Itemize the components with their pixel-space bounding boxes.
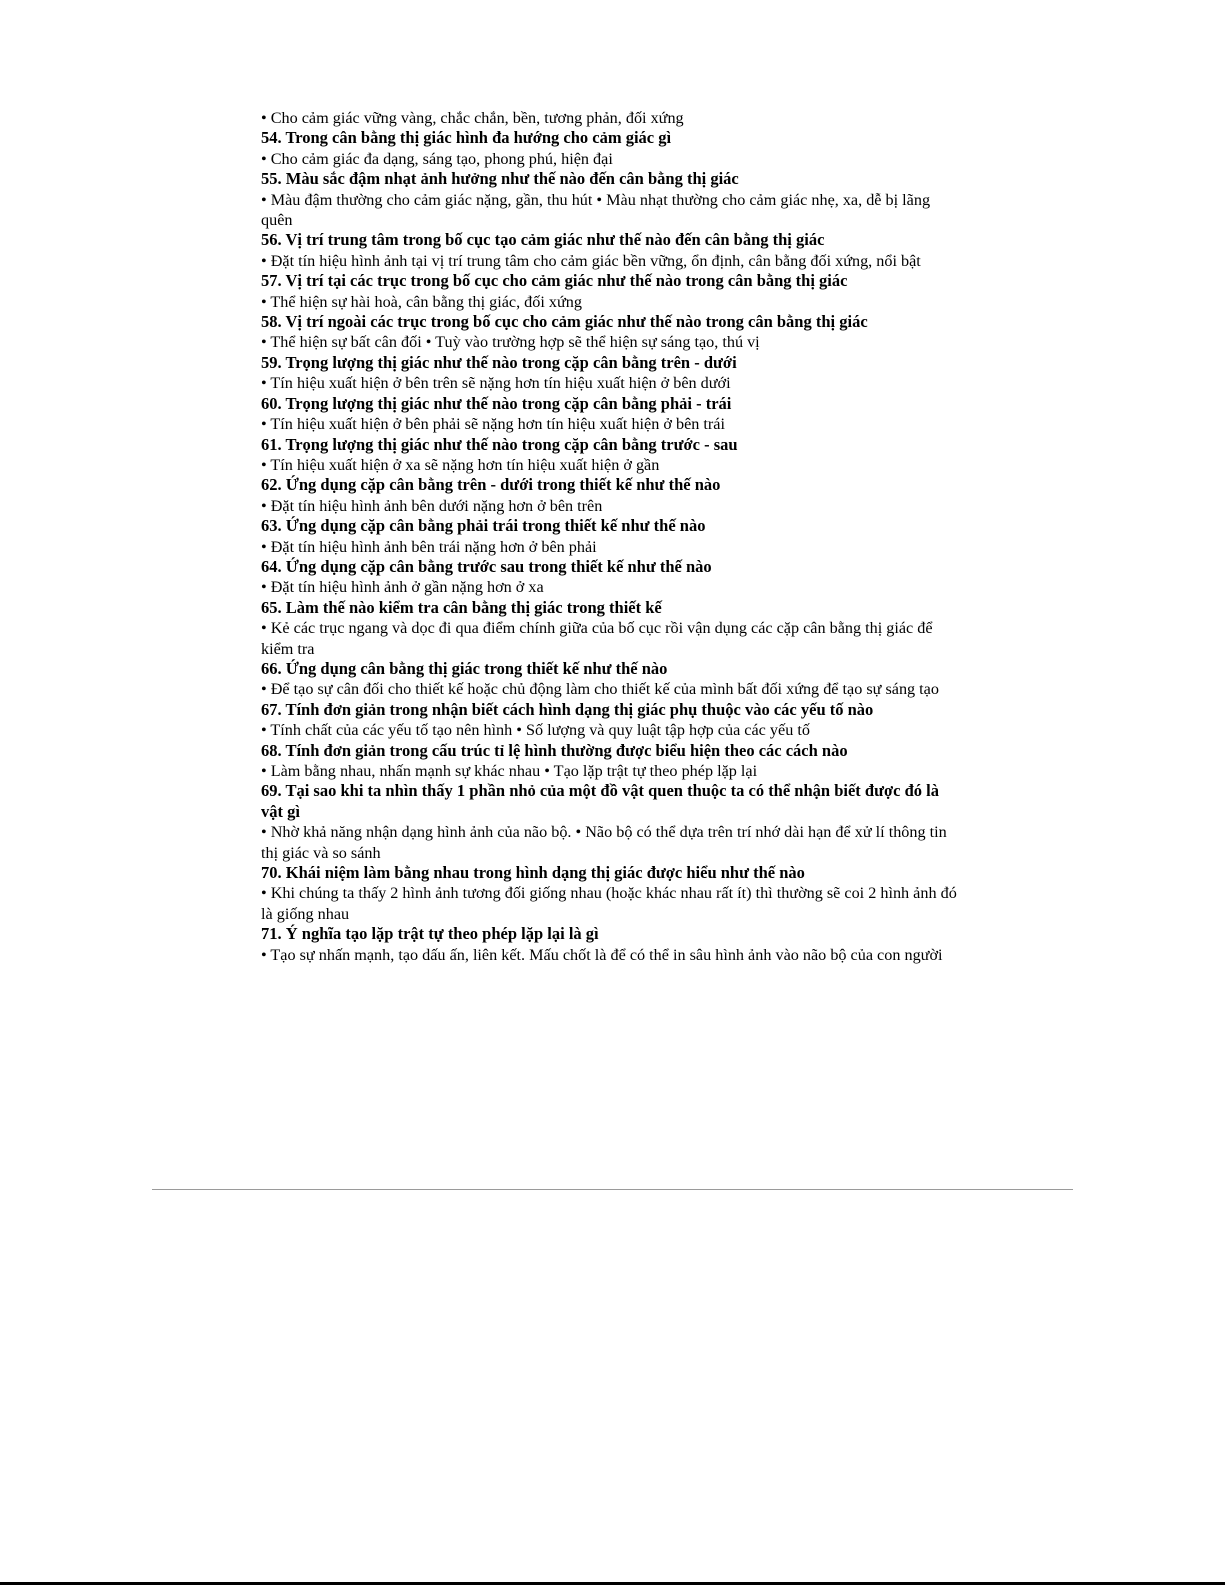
answer-text: • Khi chúng ta thấy 2 hình ảnh tương đối giống nhau (hoặc khác nhau rất ít) thì thường sẽ coi 2 hình ảnh đó là giống nhau <box>261 884 957 923</box>
question-heading: 71. Ý nghĩa tạo lặp trật tự theo phép lặp lại là gì <box>261 924 599 944</box>
answer-text: • Cho cảm giác đa dạng, sáng tạo, phong phú, hiện đại <box>261 149 613 168</box>
question-heading: 70. Khái niệm làm bằng nhau trong hình dạng thị giác được hiểu như thế nào <box>261 863 805 883</box>
answer-text: • Thể hiện sự hài hoà, cân bằng thị giác, đối xứng <box>261 292 582 311</box>
question-heading: 57. Vị trí tại các trục trong bố cục cho cảm giác như thế nào trong cân bằng thị giác <box>261 271 848 291</box>
question-heading: 55. Màu sắc đậm nhạt ảnh hưởng như thế nào đến cân bằng thị giác <box>261 169 739 189</box>
question-heading: 68. Tính đơn giản trong cấu trúc tỉ lệ hình thường được biểu hiện theo các cách nào <box>261 740 848 760</box>
question-heading: 58. Vị trí ngoài các trục trong bố cục cho cảm giác như thế nào trong cân bằng thị giác <box>261 312 868 332</box>
question-heading: 64. Ứng dụng cặp cân bằng trước sau trong thiết kế như thế nào <box>261 556 712 576</box>
answer-text: • Đặt tín hiệu hình ảnh tại vị trí trung tâm cho cảm giác bền vững, ổn định, cân bằng đối xứng, nổi bật <box>261 251 921 270</box>
question-heading: 56. Vị trí trung tâm trong bố cục tạo cảm giác như thế nào đến cân bằng thị giác <box>261 230 825 250</box>
question-heading: 67. Tính đơn giản trong nhận biết cách hình dạng thị giác phụ thuộc vào các yếu tố nào <box>261 699 874 719</box>
answer-text: • Tín hiệu xuất hiện ở xa sẽ nặng hơn tín hiệu xuất hiện ở gần <box>261 455 660 474</box>
question-heading: 54. Trong cân bằng thị giác hình đa hướng cho cảm giác gì <box>261 128 672 148</box>
answer-text: • Tín hiệu xuất hiện ở bên phải sẽ nặng hơn tín hiệu xuất hiện ở bên trái <box>261 415 725 434</box>
answer-text: • Tín hiệu xuất hiện ở bên trên sẽ nặng hơn tín hiệu xuất hiện ở bên dưới <box>261 374 731 393</box>
answer-text: • Thể hiện sự bất cân đối • Tuỳ vào trường hợp sẽ thể hiện sự sáng tạo, thú vị <box>261 333 760 352</box>
question-heading: 60. Trọng lượng thị giác như thế nào trong cặp cân bằng phải - trái <box>261 393 732 413</box>
document-body <box>261 108 961 965</box>
answer-text: • Kẻ các trục ngang và dọc đi qua điểm chính giữa của bố cục rồi vận dụng các cặp cân bằng thị giác để kiểm tra <box>261 619 933 658</box>
question-heading: 65. Làm thế nào kiểm tra cân bằng thị giác trong thiết kế <box>261 597 662 617</box>
page-divider <box>152 1189 1073 1190</box>
answer-text: • Tạo sự nhấn mạnh, tạo dấu ấn, liên kết. Mấu chốt là để có thể in sâu hình ảnh vào não bộ của con người <box>261 945 943 964</box>
question-heading: 61. Trọng lượng thị giác như thế nào trong cặp cân bằng trước - sau <box>261 434 738 454</box>
question-heading: 63. Ứng dụng cặp cân bằng phải trái trong thiết kế như thế nào <box>261 516 706 536</box>
question-heading: 59. Trọng lượng thị giác như thế nào trong cặp cân bằng trên - dưới <box>261 352 737 372</box>
qa-list <box>261 128 961 965</box>
answer-text: • Để tạo sự cân đối cho thiết kế hoặc chủ động làm cho thiết kế của mình bất đối xứng để tạo sự sáng tạo <box>261 680 939 699</box>
answer-text: • Nhờ khả năng nhận dạng hình ảnh của não bộ. • Não bộ có thể dựa trên trí nhớ dài hạn để xử lí thông tin thị giác và so sánh <box>261 823 947 862</box>
question-heading: 62. Ứng dụng cặp cân bằng trên - dưới trong thiết kế như thế nào <box>261 475 721 495</box>
answer-text: • Màu đậm thường cho cảm giác nặng, gần, thu hút • Màu nhạt thường cho cảm giác nhẹ, xa, dễ bị lãng quên <box>261 190 931 230</box>
lead-answer: • Cho cảm giác vững vàng, chắc chắn, bền, tương phản, đối xứng <box>261 109 684 127</box>
answer-text: • Làm bằng nhau, nhấn mạnh sự khác nhau • Tạo lặp trật tự theo phép lặp lại <box>261 762 758 780</box>
question-heading: 66. Ứng dụng cân bằng thị giác trong thiết kế như thế nào <box>261 658 668 678</box>
answer-text: • Tính chất của các yếu tố tạo nên hình • Số lượng và quy luật tập hợp của các yếu tố <box>261 721 810 740</box>
question-heading: 69. Tại sao khi ta nhìn thấy 1 phần nhỏ của một đồ vật quen thuộc ta có thể nhận biết được đó là vật gì <box>261 781 939 821</box>
answer-text: • Đặt tín hiệu hình ảnh ở gần nặng hơn ở xa <box>261 578 544 597</box>
answer-text: • Đặt tín hiệu hình ảnh bên dưới nặng hơn ở bên trên <box>261 496 603 515</box>
answer-text: • Đặt tín hiệu hình ảnh bên trái nặng hơn ở bên phải <box>261 537 597 556</box>
